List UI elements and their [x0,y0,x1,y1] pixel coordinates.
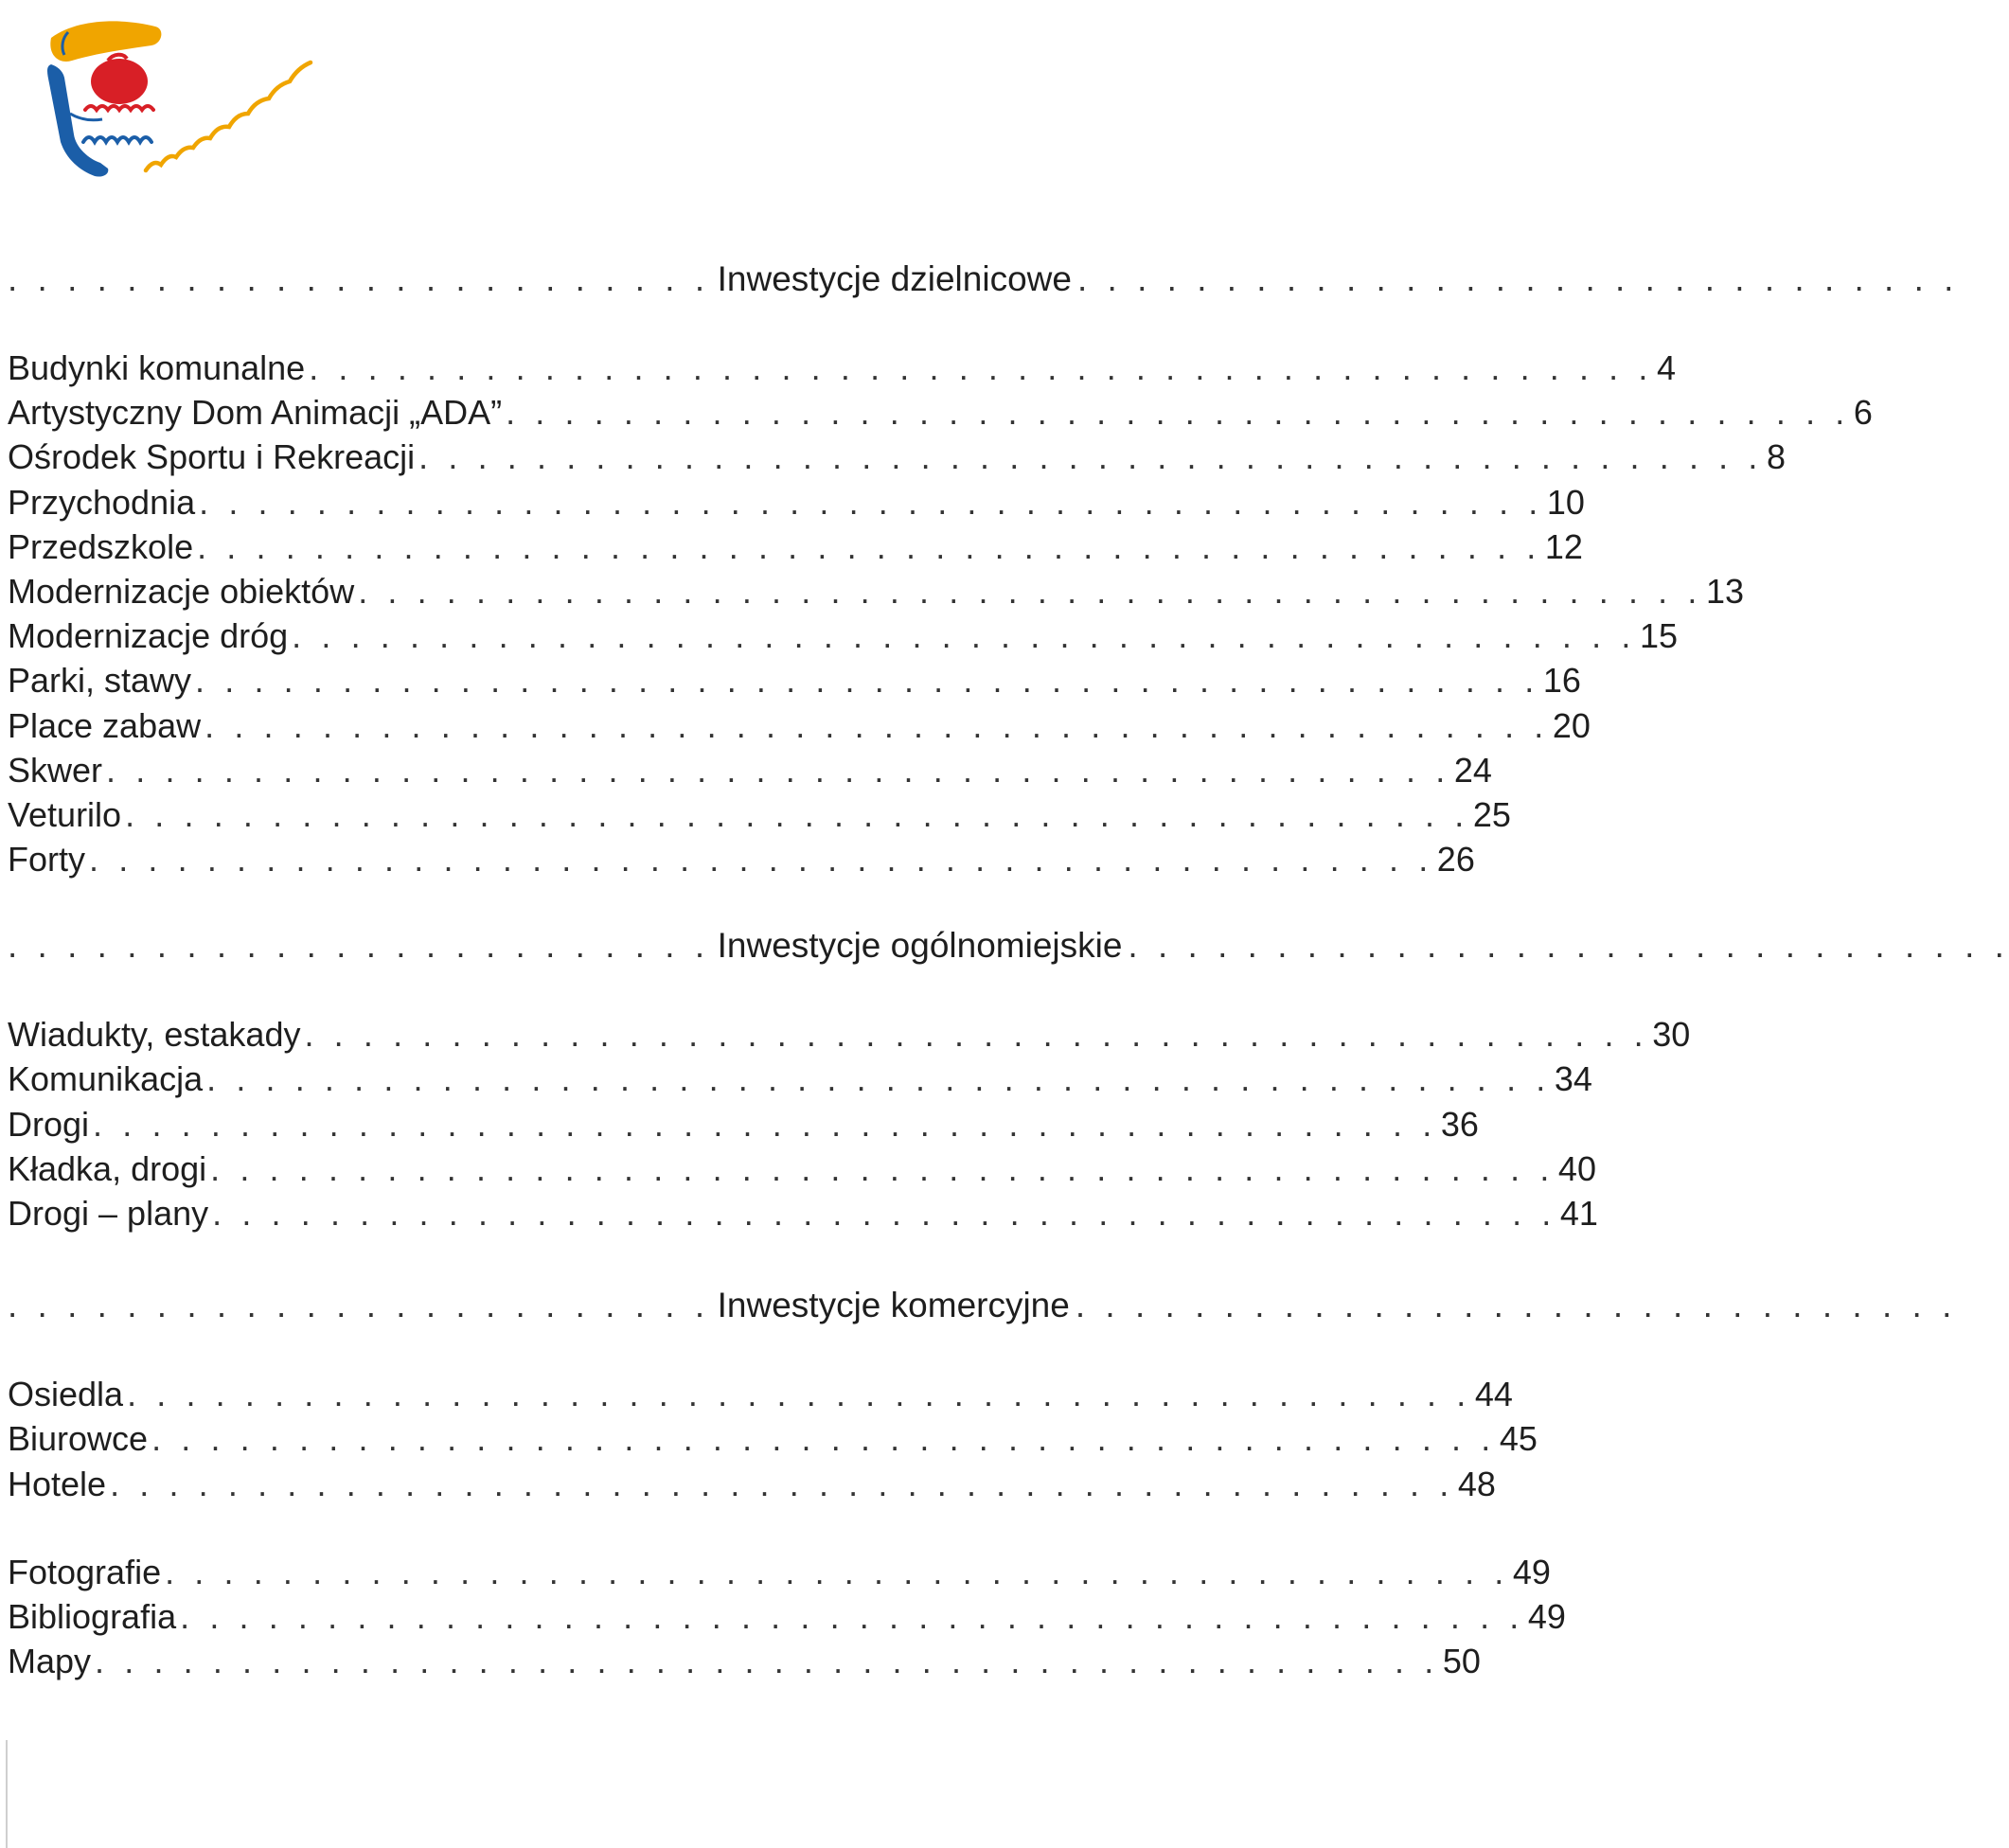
leader-dots: . . . . . . . . . . . . . . . . . . . . . . . . . . . . . . [1076,259,1959,298]
toc-entry[interactable] [8,1194,1598,1238]
entry-page-number: 12 [1544,526,1583,566]
leader-dots: . . . . . . . . . . . . . . . . . . . . . . . . [8,1286,710,1325]
logo-red-shape [91,59,148,104]
entry-page-number: 4 [1656,348,1677,387]
toc-entry[interactable] [8,616,1678,661]
leader-dots: . . . . . . . . . . . . . . . . . . . . . . . . [8,259,710,298]
section-entries [8,1375,1538,1509]
entry-page-number: 44 [1474,1375,1513,1414]
leader-dots: . . . . . . . . . . . . . . . . . . . . . . . . . . . . . . . . . . . . . . . . . . . . . . [195,661,1539,701]
leader-dots: . . . . . . . . . . . . . . . . . . . . . . . . . . . . . . . . . . . . . . . . . . . . . . [180,1596,1524,1636]
entry-page-number: 40 [1557,1148,1596,1188]
leader-dots: . . . . . . . . . . . . . . . . . . . . . . . . . . . . . . . . . . . . . . . . . . . . . . [206,1059,1551,1099]
toc-entry[interactable] [8,1059,1592,1104]
entry-label: Skwer [8,750,103,790]
toc-entry[interactable] [8,661,1581,705]
leader-dots: . . . . . . . . . . . . . . . . . . . . . . . . . . . . . . . . . . . . . . . . . . . . . . [93,1104,1437,1144]
toc-entry[interactable] [8,794,1511,840]
entry-label: Parki, stawy [8,661,192,701]
entry-label: Fotografie [8,1552,162,1591]
toc-entry[interactable] [8,393,1873,437]
toc-entry[interactable] [8,705,1591,751]
toc-entry[interactable] [8,526,1583,572]
toc-entry[interactable] [8,1552,1551,1597]
leader-dots: . . . . . . . . . . . . . . . . . . . . . . . . . . . . . . . . . . . . . . . . . . . . . . [151,1419,1496,1459]
entry-label: Biurowce [8,1419,149,1459]
leader-dots: . . . . . . . . . . . . . . . . . . . . . . . . . . . . . . . . . . . . . . . . . . . . . . [89,840,1433,880]
section-heading [8,1278,1957,1333]
entry-label: Bibliografia [8,1596,177,1636]
leader-dots: . . . . . . . . . . . . . . . . . . . . . . . . . . . . . . . . . . . . . . . . . . . . . . [212,1194,1556,1233]
leader-dots: . . . . . . . . . . . . . . . . . . . . . . . . . . . . . . . . . . . . . . . . . . . . . . [210,1148,1555,1188]
entry-page-number: 25 [1472,794,1511,834]
logo-orange-stroke [50,21,161,62]
leader-dots: . . . . . . . . . . . . . . . . . . . . . . . . . . . . . . . . . . . . . . . . . . . . . . [358,571,1702,611]
toc-entry[interactable] [8,437,1786,482]
entry-page-number: 50 [1442,1642,1481,1681]
leader-dots: . . . . . . . . . . . . . . . . . . . . . . . . . . . . . . . . . . . . . . . . . . . . . . [165,1552,1509,1591]
toc-entry[interactable] [8,1015,1691,1059]
section-title: Inwestycje ogólnomiejskie [717,926,1123,966]
entry-page-number: 13 [1705,571,1745,611]
toc-entry[interactable] [8,348,1677,393]
toc-entry[interactable] [8,1464,1496,1509]
section-title: Inwestycje komercyjne [717,1286,1070,1325]
toc-entry[interactable] [8,1596,1566,1642]
entry-page-number: 16 [1542,661,1581,701]
entry-label: Budynki komunalne [8,348,306,387]
entry-page-number: 36 [1440,1104,1479,1144]
appendix-entries [8,1552,1566,1687]
leader-dots: . . . . . . . . . . . . . . . . . . . . . . . . . . . . . . . . . . . . . . . . . . . . . . [106,750,1450,790]
entry-page-number: 49 [1527,1596,1566,1636]
entry-label: Modernizacje obiektów [8,571,355,611]
toc-entry[interactable] [8,1148,1596,1194]
table-of-contents [8,252,2009,1686]
toc-entry[interactable] [8,1104,1479,1149]
entry-page-number: 20 [1552,705,1591,745]
toc-entry[interactable] [8,1419,1538,1464]
logo [13,0,326,194]
entry-page-number: 41 [1559,1194,1598,1233]
leader-dots: . . . . . . . . . . . . . . . . . . . . . . . . . . . . . . . . . . . . . . . . . . . . . . [127,1375,1471,1414]
entry-page-number: 24 [1453,750,1492,790]
entry-label: Drogi – plany [8,1194,209,1233]
entry-label: Przychodnia [8,482,196,522]
entry-page-number: 49 [1512,1552,1551,1591]
page-margin-line [6,1740,8,1848]
leader-dots: . . . . . . . . . . . . . . . . . . . . . . . . . . . . . . . . . . . . . . . . . . . . . . [110,1464,1454,1503]
entry-label: Komunikacja [8,1059,204,1099]
entry-label: Wiadukty, estakady [8,1015,301,1055]
entry-page-number: 45 [1499,1419,1538,1459]
leader-dots: . . . . . . . . . . . . . . . . . . . . . . . . . . . . . . . . . . . . . . . . . . . . . . [506,393,1850,433]
entry-label: Hotele [8,1464,107,1503]
entry-page-number: 8 [1766,437,1786,477]
entry-label: Osiedla [8,1375,124,1414]
entry-label: Przedszkole [8,526,194,566]
entry-label: Mapy [8,1642,92,1681]
toc-entry[interactable] [8,750,1492,795]
section-entries [8,1015,1691,1238]
entry-label: Kładka, drogi [8,1148,207,1188]
leader-dots: . . . . . . . . . . . . . . . . . . . . . . . . . . . . . . . . . . . . . . . . . . . . . . [197,526,1541,566]
leader-dots: . . . . . . . . . . . . . . . . . . . . . . . . . . . . . . . . . . . . . . . . . . . . . . [204,705,1549,745]
entry-label: Artystyczny Dom Animacji „ADA” [8,393,503,433]
entry-label: Forty [8,840,86,880]
leader-dots: . . . . . . . . . . . . . . . . . . . . . . . . . . . . . . . . . . . . . . . . . . . . . . [199,482,1543,522]
leader-dots: . . . . . . . . . . . . . . . . . . . . . . . . . . . . . . . . . . . . . . . . . . . . . . [125,794,1469,834]
toc-entry[interactable] [8,571,1745,616]
leader-dots: . . . . . . . . . . . . . . . . . . . . . . . . . . . . . . [1075,1286,1957,1325]
entry-page-number: 10 [1546,482,1585,522]
leader-dots: . . . . . . . . . . . . . . . . . . . . . . . . . . . . . . . . . . . . . . . . . . . . . . [292,616,1636,656]
leader-dots: . . . . . . . . . . . . . . . . . . . . . . . . . . . . . . . . . . . . . . . . . . . . . . [304,1015,1649,1055]
section-heading [8,252,1959,307]
toc-entry[interactable] [8,1375,1513,1419]
toc-entry[interactable] [8,1642,1481,1686]
leader-dots: . . . . . . . . . . . . . . . . . . . . . . . . . . . . . . . . . . . . . . . . . . . . . . [309,348,1653,387]
entry-page-number: 48 [1457,1464,1496,1503]
leader-dots: . . . . . . . . . . . . . . . . . . . . . . . . . . . . . . . . . . . . . . . . . . . . . . [95,1642,1439,1681]
leader-dots: . . . . . . . . . . . . . . . . . . . . . . . . . . . . . . . . . . . . . . . . . . . . . . [418,437,1763,477]
section-heading [8,918,2009,973]
entry-label: Drogi [8,1104,90,1144]
toc-entry[interactable] [8,840,1475,884]
entry-page-number: 30 [1652,1015,1691,1055]
entry-page-number: 26 [1436,840,1475,880]
toc-entry[interactable] [8,482,1585,527]
leader-dots: . . . . . . . . . . . . . . . . . . . . . . . . . . . . . . [1128,926,2009,966]
section-title: Inwestycje dzielnicowe [717,259,1072,298]
entry-label: Modernizacje dróg [8,616,289,656]
entry-page-number: 15 [1639,616,1678,656]
leader-dots: . . . . . . . . . . . . . . . . . . . . . . . . [8,926,710,966]
entry-label: Veturilo [8,794,122,834]
section-entries [8,348,1873,884]
entry-label: Place zabaw [8,705,202,745]
entry-label: Ośrodek Sportu i Rekreacji [8,437,416,477]
entry-page-number: 34 [1554,1059,1592,1099]
entry-page-number: 6 [1853,393,1873,433]
